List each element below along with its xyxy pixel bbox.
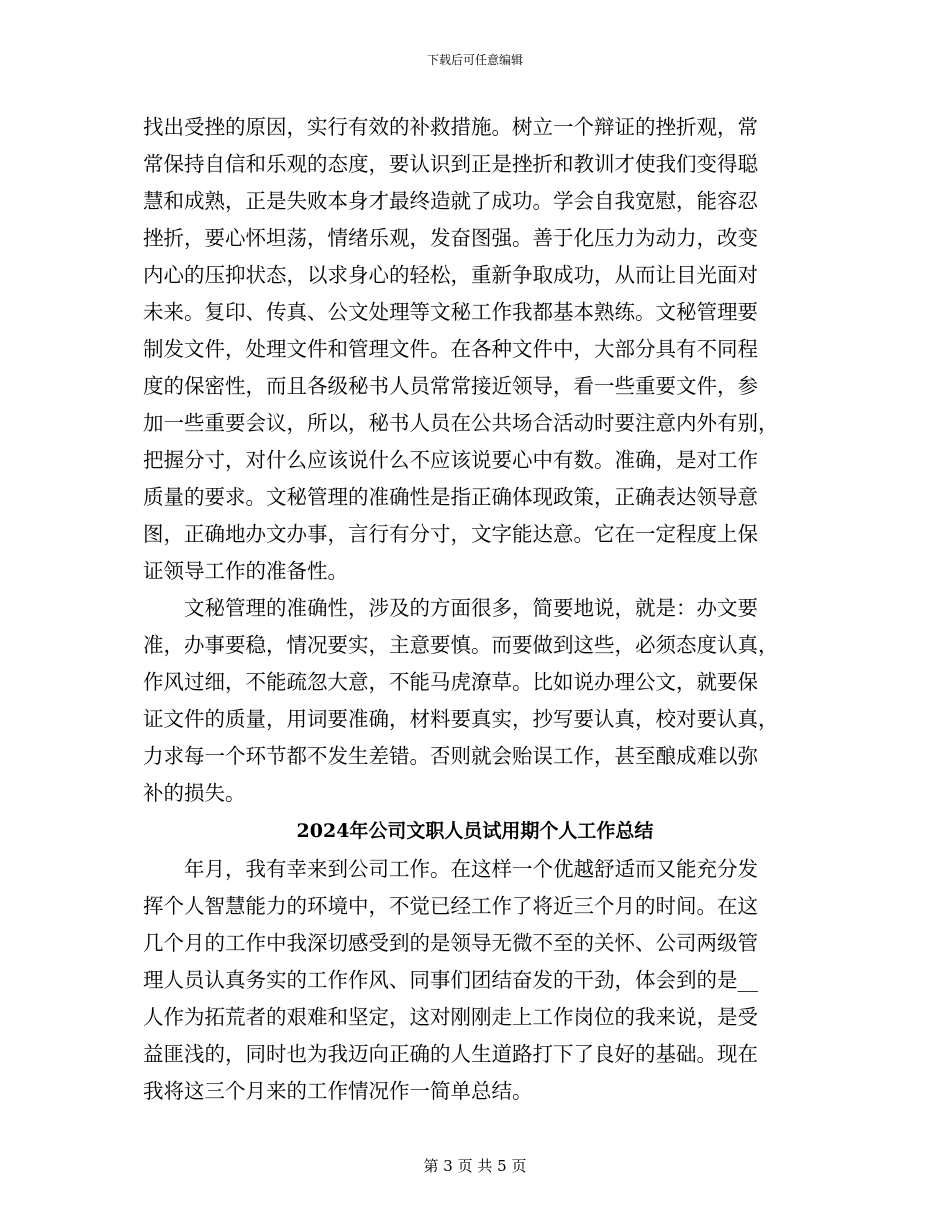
page-footer: 第 3 页 共 5 页 bbox=[423, 1157, 527, 1175]
text-line: 加一些重要会议，所以，秘书人员在公共场合活动时要注意内外有别， bbox=[143, 411, 779, 435]
page-header: 下载后可任意编辑 bbox=[426, 53, 523, 67]
text-line: 文秘管理的准确性，涉及的方面很多，简要地说，就是：办文要 bbox=[143, 596, 758, 620]
text-line: 人作为拓荒者的艰难和坚定，这对刚刚走上工作岗位的我来说，是受 bbox=[143, 1005, 758, 1029]
text-line: 准，办事要稳，情况要实，主意要慎。而要做到这些，必须态度认真， bbox=[143, 633, 779, 657]
text-line: 慧和成熟，正是失败本身才最终造就了成功。学会自我宽慰，能容忍 bbox=[143, 189, 758, 213]
text-line: 理人员认真务实的工作作风、同事们团结奋发的干劲，体会到的是__ bbox=[143, 968, 758, 992]
text-line: 作风过细，不能疏忽大意，不能马虎潦草。比如说办理公文，就要保 bbox=[143, 670, 758, 694]
text-line: 证领导工作的准备性。 bbox=[143, 559, 348, 583]
text-line: 制发文件，处理文件和管理文件。在各种文件中，大部分具有不同程 bbox=[143, 337, 758, 361]
text-line: 度的保密性，而且各级秘书人员常常接近领导，看一些重要文件，参 bbox=[143, 374, 758, 398]
text-line: 内心的压抑状态，以求身心的轻松，重新争取成功，从而让目光面对 bbox=[143, 263, 758, 287]
text-line: 益匪浅的，同时也为我迈向正确的人生道路打下了良好的基础。现在 bbox=[143, 1042, 758, 1066]
text-line: 图，正确地办文办事，言行有分寸，文字能达意。它在一定程度上保 bbox=[143, 522, 758, 546]
section-title: 2024年公司文职人员试用期个人工作总结 bbox=[296, 820, 654, 842]
text-line: 力求每一个环节都不发生差错。否则就会贻误工作，甚至酿成难以弥 bbox=[143, 744, 758, 768]
text-line: 挥个人智慧能力的环境中，不觉已经工作了将近三个月的时间。在这 bbox=[143, 894, 758, 918]
text-line: 把握分寸，对什么应该说什么不应该说要心中有数。准确，是对工作 bbox=[143, 448, 758, 472]
text-line: 年月，我有幸来到公司工作。在这样一个优越舒适而又能充分发 bbox=[143, 857, 758, 881]
text-line: 挫折，要心怀坦荡，情绪乐观，发奋图强。善于化压力为动力，改变 bbox=[143, 226, 758, 250]
text-line: 未来。复印、传真、公文处理等文秘工作我都基本熟练。文秘管理要 bbox=[143, 300, 758, 324]
text-line: 我将这三个月来的工作情况作一简单总结。 bbox=[143, 1079, 533, 1103]
text-line: 证文件的质量，用词要准确，材料要真实，抄写要认真，校对要认真， bbox=[143, 707, 779, 731]
text-line: 补的损失。 bbox=[143, 781, 246, 805]
text-line: 找出受挫的原因，实行有效的补救措施。树立一个辩证的挫折观，常 bbox=[143, 115, 758, 139]
text-line: 质量的要求。文秘管理的准确性是指正确体现政策，正确表达领导意 bbox=[143, 485, 758, 509]
text-line: 几个月的工作中我深切感受到的是领导无微不至的关怀、公司两级管 bbox=[143, 931, 758, 955]
text-line: 常保持自信和乐观的态度，要认识到正是挫折和教训才使我们变得聪 bbox=[143, 152, 758, 176]
